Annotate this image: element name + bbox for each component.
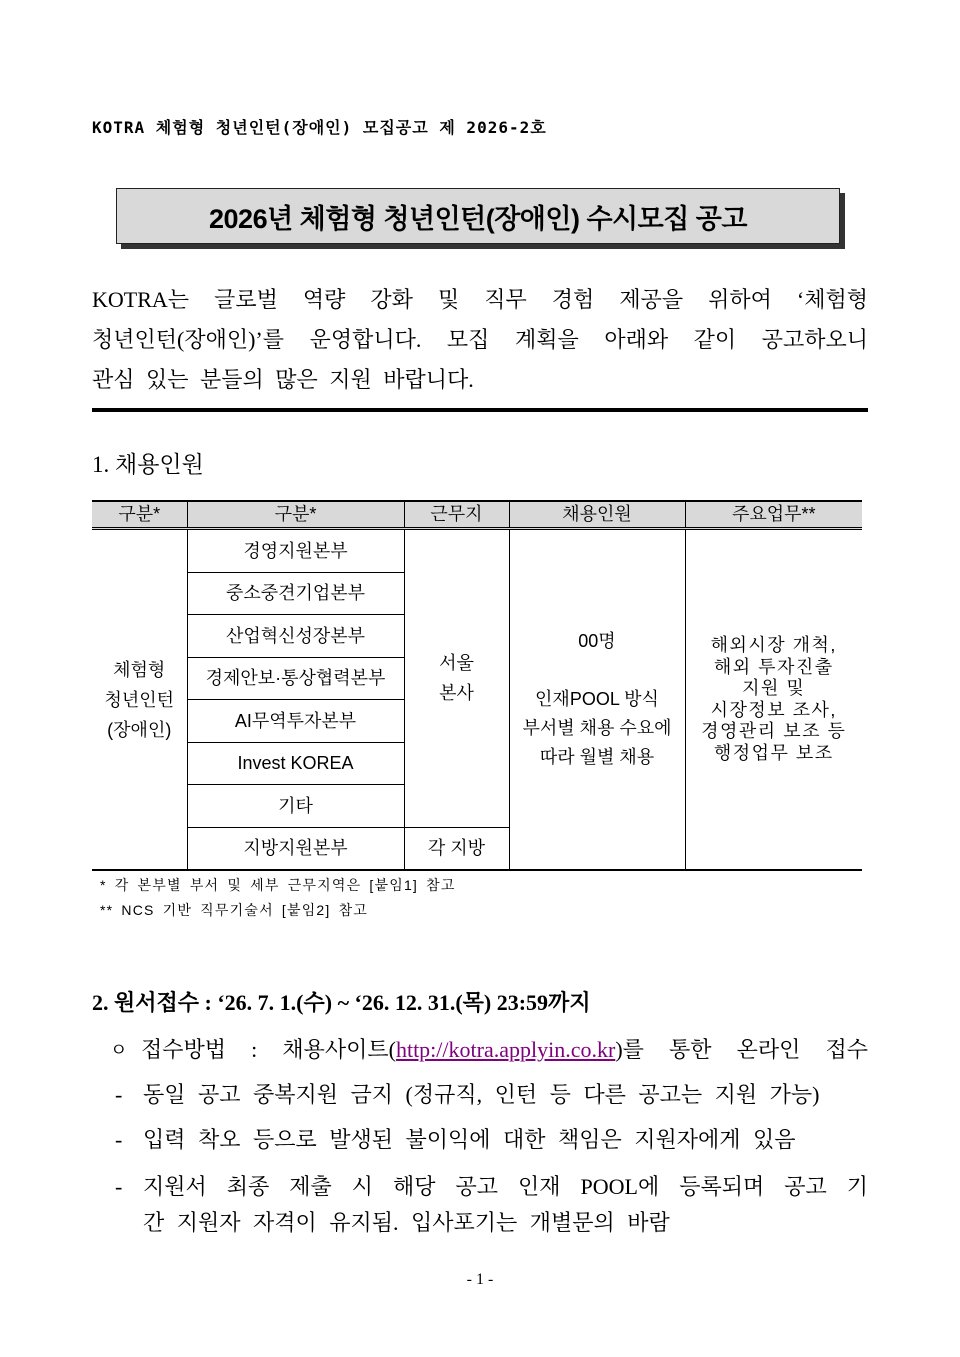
department-cell: Invest KOREA bbox=[187, 742, 404, 785]
header-category: 구분* bbox=[92, 501, 187, 529]
recruitment-table bbox=[92, 500, 862, 871]
duty-line: 해외시장 개척, bbox=[710, 635, 837, 655]
location-line: 본사 bbox=[439, 683, 474, 704]
list-item-text: 입력 착오 등으로 발생된 불이익에 대한 책임은 지원자에게 있음 bbox=[143, 1127, 796, 1152]
category-line: 청년인턴 bbox=[104, 689, 175, 710]
recruitment-table-wrapper bbox=[92, 500, 862, 871]
footnote: * 각 본부별 부서 및 세부 근무지역은 [붙임1] 참고 bbox=[100, 877, 456, 893]
department-cell: 산업혁신성장본부 bbox=[187, 615, 404, 658]
apply-site-link[interactable]: http://kotra.applyin.co.kr bbox=[395, 1037, 616, 1062]
hiring-method-line: 따라 월별 채용 bbox=[539, 747, 655, 767]
department-cell: 중소중견기업본부 bbox=[187, 572, 404, 615]
title-box bbox=[116, 188, 840, 244]
table-footnotes bbox=[100, 873, 456, 923]
headcount-value: 00명 bbox=[578, 631, 616, 651]
header-division: 구분* bbox=[187, 501, 404, 529]
category-line: 체험형 bbox=[113, 659, 166, 680]
list-item bbox=[115, 1169, 868, 1241]
intro-line: 관심 있는 분들의 많은 지원 바랍니다. bbox=[92, 367, 474, 392]
header-location: 근무지 bbox=[404, 501, 509, 529]
intro-paragraph bbox=[92, 280, 868, 400]
location-seoul-cell bbox=[404, 529, 509, 828]
department-cell: AI무역투자본부 bbox=[187, 700, 404, 743]
duties-cell bbox=[685, 529, 862, 871]
dash-bullet: - bbox=[115, 1174, 123, 1199]
section-divider bbox=[92, 408, 868, 412]
location-line: 서울 bbox=[439, 653, 474, 674]
hiring-method-line: 인재POOL 방식 bbox=[535, 689, 659, 709]
application-method-line bbox=[141, 1034, 868, 1066]
page-title: 2026년 체험형 청년인턴(장애인) 수시모집 공고 bbox=[209, 203, 747, 234]
intro-line: 청년인턴(장애인)’를 운영합니다. 모집 계획을 아래와 같이 공고하오니 bbox=[92, 327, 868, 352]
duty-line: 행정업무 보조 bbox=[713, 742, 834, 763]
circle-bullet: ㅇ bbox=[110, 1040, 128, 1060]
duty-line: 경영관리 보조 등 bbox=[701, 721, 847, 741]
table-header-row bbox=[92, 501, 862, 529]
footnote: ** NCS 기반 직무기술서 [붙임2] 참고 bbox=[100, 902, 369, 918]
intro-line: KOTRA는 글로벌 역량 강화 및 직무 경험 제공을 위하여 ‘체험형 bbox=[92, 287, 868, 312]
category-line: (장애인) bbox=[107, 719, 172, 740]
headcount-spacer bbox=[510, 656, 685, 685]
department-cell: 경영지원본부 bbox=[187, 529, 404, 573]
method-suffix: )를 통한 온라인 접수 bbox=[615, 1037, 869, 1062]
location-regional-cell: 각 지방 bbox=[404, 827, 509, 870]
list-item-text: 간 지원자 자격이 유지됨. 입사포기는 개별문의 바람 bbox=[143, 1210, 670, 1235]
duty-line: 지원 및 bbox=[742, 678, 806, 698]
section-heading-application: 2. 원서접수 : ‘26. 7. 1.(수) ~ ‘26. 12. 31.(목) 23:59까지 bbox=[92, 990, 591, 1015]
duty-line: 시장정보 조사, bbox=[710, 699, 837, 720]
section-heading-recruitment: 1. 채용인원 bbox=[92, 452, 204, 477]
list-item-text: 지원서 최종 제출 시 해당 공고 인재 POOL에 등록되며 공고 기 bbox=[143, 1174, 868, 1199]
department-cell: 지방지원본부 bbox=[187, 827, 404, 870]
hiring-method-line: 부서별 채용 수요에 bbox=[522, 718, 672, 738]
header-duties: 주요업무** bbox=[685, 501, 862, 529]
table-row bbox=[92, 529, 862, 573]
method-prefix: 접수방법 : 채용사이트( bbox=[141, 1037, 396, 1062]
header-headcount: 채용인원 bbox=[509, 501, 685, 529]
category-cell bbox=[92, 529, 187, 871]
dash-bullet: - bbox=[115, 1127, 123, 1152]
list-item bbox=[115, 1077, 868, 1113]
department-cell: 기타 bbox=[187, 785, 404, 828]
department-cell: 경제안보·통상협력본부 bbox=[187, 657, 404, 700]
list-item-text: 동일 공고 중복지원 금지 (정규직, 인턴 등 다른 공고는 지원 가능) bbox=[143, 1082, 820, 1107]
headcount-cell bbox=[509, 529, 685, 871]
notice-code-line: KOTRA 체험형 청년인턴(장애인) 모집공고 제 2026-2호 bbox=[92, 118, 547, 137]
duty-line: 해외 투자진출 bbox=[713, 656, 834, 677]
page-number: - 1 - bbox=[466, 1271, 494, 1288]
list-item bbox=[115, 1122, 868, 1158]
dash-bullet: - bbox=[115, 1082, 123, 1107]
